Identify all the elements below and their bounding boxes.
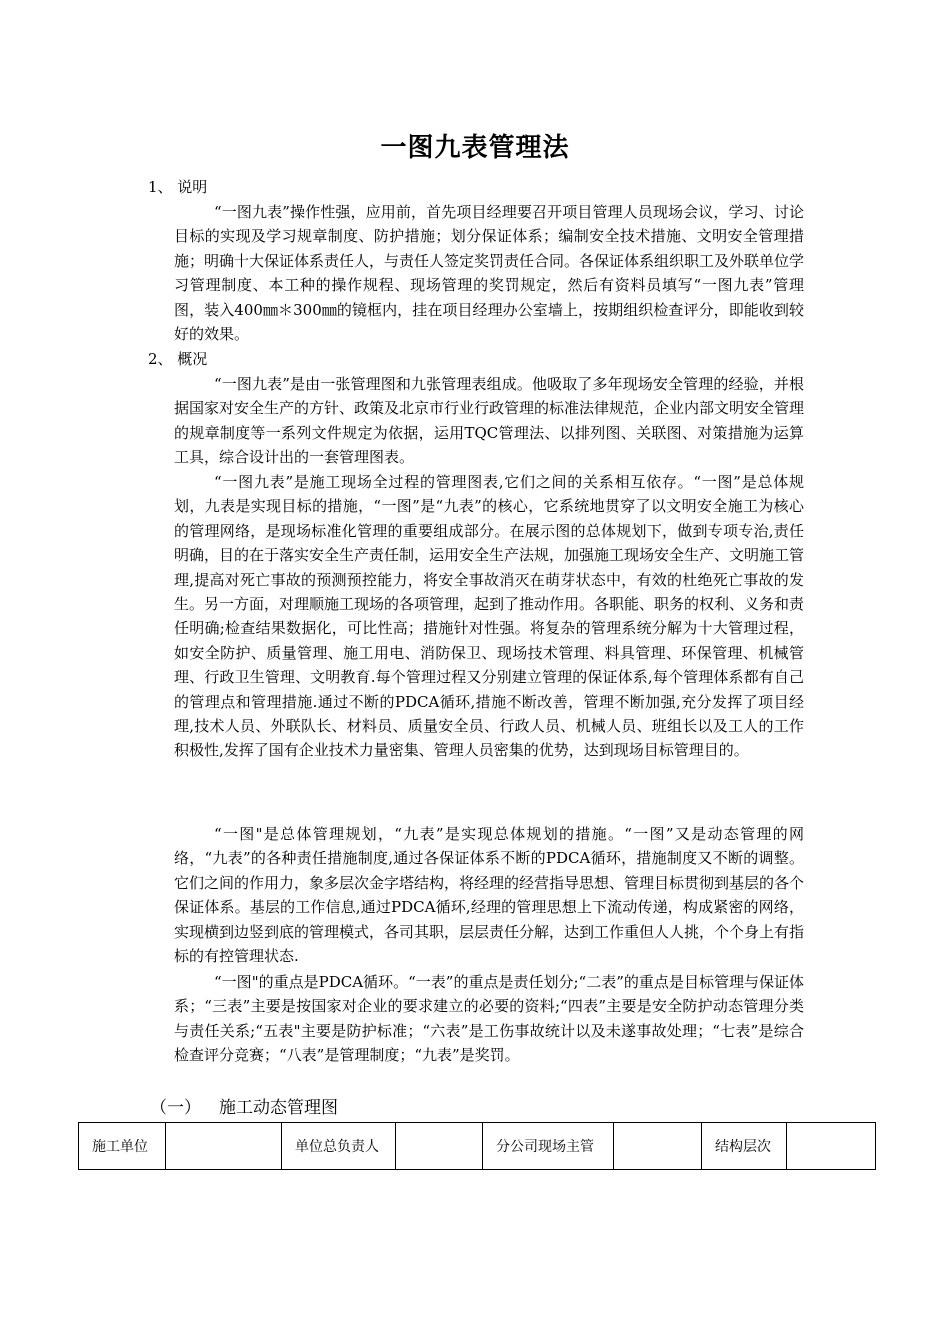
- subsection-heading: [150, 1096, 338, 1120]
- construction-info-table: [78, 1122, 876, 1170]
- label-branch-site-supervisor: 分公司现场主管: [483, 1123, 614, 1170]
- label-structure-level: 结构层次: [702, 1123, 787, 1170]
- value-construction-unit[interactable]: [166, 1123, 282, 1170]
- page-title: 一图九表管理法: [380, 133, 570, 163]
- paragraph-overview-2: “一图九表”是施工现场全过程的管理图表,它们之间的关系相互依存。“一图”是总体规划，九表是实现目标的措施，“一图”是“九表”的核心，它系统地贯穿了以文明安全施工为核心的管理网络，是现场标准化管理的重要组成部分。在展示图的总体规划下，做到专项专治,责任明确，目的在于落实安全生产责任制，运用安全生产法规，加强施工现场安全生产、文明施工管理,提高对死亡事故的预测预控能力，将安全事故消灭在萌芽状态中，有效的杜绝死亡事故的发生。另一方面，对理顺施工现场的各项管理，起到了推动作用。各职能、职务的权利、义务和责任明确;检查结果数据化，可比性高；措施针对性强。将复杂的管理系统分解为十大管理过程，如安全防护、质量管理、施工用电、消防保卫、现场技术管理、料具管理、环保管理、机械管理、行政卫生管理、文明教育.每个管理过程又分别建立管理的保证体系,每个管理体系都有自己的管理点和管理措施.通过不断的PDCA循环,措施不断改善，管理不断加强,充分发挥了项目经理,技术人员、外联队长、材料员、质量安全员、行政人员、机械人员、班组长以及工人的工作积极性,发挥了国有企业技术力量密集、管理人员密集的优势，达到现场目标管理目的。: [174, 473, 805, 760]
- label-unit-chief: 单位总负责人: [282, 1123, 396, 1170]
- table-row: [79, 1123, 876, 1170]
- paragraph-overview-3: “一图"是总体管理规划，“九表”是实现总体规划的措施。“一图”又是动态管理的网络，“九表”的各种责任措施制度,通过各保证体系不断的PDCA循环，措施制度又不断的调整。它们之间的作用力，象多层次金字塔结构，将经理的经营指导思想、管理目标贯彻到基层的各个保证体系。基层的工作信息,通过PDCA循环,经理的管理思想上下流动传递，构成紧密的网络，实现横到边竖到底的管理模式，各司其职，层层责任分解，达到工作重但人人挑，个个身上有指标的有控管理状态.: [174, 825, 805, 966]
- paragraph-overview-1: “一图九表”是由一张管理图和九张管理表组成。他吸取了多年现场安全管理的经验，并根据国家对安全生产的方针、政策及北京市行业行政管理的标准法律规范，企业内部文明安全管理的规章制度等一系列文件规定为依据，运用TQC管理法、以排列图、关联图、对策措施为运算工具，综合设计出的一套管理图表。: [174, 375, 805, 467]
- paragraph-overview-4: “一图"的重点是PDCA循环。“一表”的重点是责任划分;“二表”的重点是目标管理与保证体系；“三表”主要是按国家对企业的要求建立的必要的资料;“四表”主要是安全防护动态管理分类与责任关系;“五表"主要是防护标准；“六表”是工伤事故统计以及未遂事故处理；“七表”是综合检查评分竞赛；“八表”是管理制度；“九表”是奖罚。: [174, 973, 804, 1065]
- label-construction-unit: 施工单位: [79, 1123, 166, 1170]
- subsection-number: （一）: [150, 1098, 201, 1118]
- section-heading-overview: 2、 概况: [148, 350, 208, 368]
- subsection-title: 施工动态管理图: [219, 1098, 338, 1118]
- paragraph-explanation: “一图九表”操作性强，应用前，首先项目经理要召开项目管理人员现场会议，学习、讨论目标的实现及学习规章制度、防护措施；划分保证体系；编制安全技术措施、文明安全管理措施；明确十大保证体系责任人，与责任人签定奖罚责任合同。各保证体系组织职工及外联单位学习管理制度、本工种的操作规程、现场管理的奖罚规定，然后有资料员填写“一图九表”管理图，装入400㎜＊300㎜的镜框内，挂在项目经理办公室墙上，按期组织检查评分，即能收到较好的效果。: [174, 203, 805, 344]
- section-heading-explanation: 1、 说明: [148, 178, 208, 196]
- value-structure-level[interactable]: [787, 1123, 876, 1170]
- value-branch-site-supervisor[interactable]: [614, 1123, 702, 1170]
- value-unit-chief[interactable]: [396, 1123, 483, 1170]
